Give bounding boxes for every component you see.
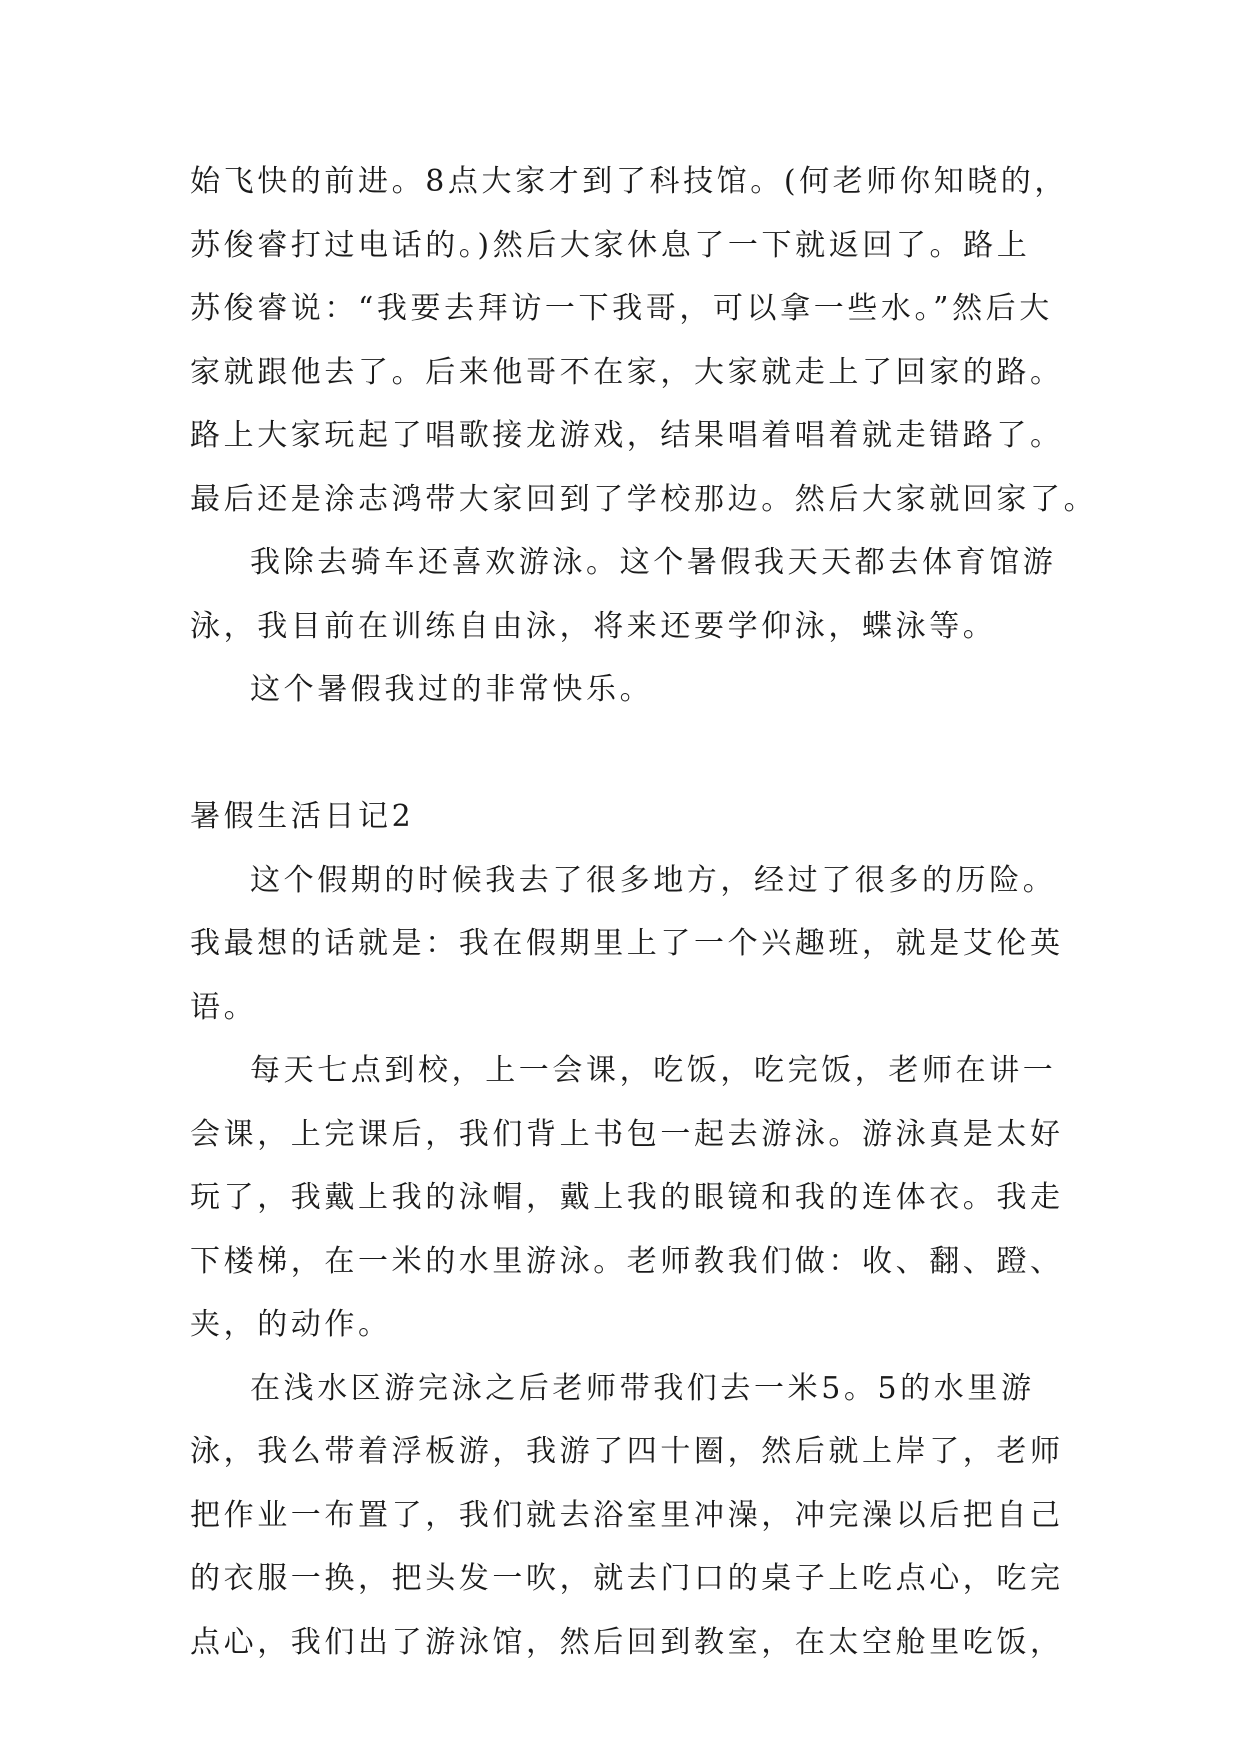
text-line: 把作业一布置了，我们就去浴室里冲澡，冲完澡以后把自己 [190,1497,1064,1533]
paragraph [190,658,1060,722]
text-line: 苏俊睿说：“我要去拜访一下我哥，可以拿一些水。”然后大 [190,291,1053,326]
text-line: 家就跟他去了。后来他哥不在家，大家就走上了回家的路。 [190,354,1064,390]
text-line: 这个假期的时候我去了很多地方，经过了很多的历险。 [250,862,1057,898]
text-line: 在浅水区游完泳之后老师带我们去一米5。5的水里游 [250,1370,1035,1406]
paragraph [190,1039,1064,1357]
text-line: 我最想的话就是：我在假期里上了一个兴趣班，就是艾伦英 [190,926,1064,961]
paragraph [190,849,1064,1040]
text-line: 这个暑假我过的非常快乐。 [250,672,654,707]
text-line: 语。 [190,989,258,1025]
text-line: 点心，我们出了游泳馆，然后回到教室，在太空舱里吃饭， [190,1624,1064,1660]
text-line: 泳，我么带着浮板游，我游了四十圈，然后就上岸了，老师 [190,1434,1064,1469]
text-line: 会课，上完课后，我们背上书包一起去游泳。游泳真是太好 [190,1116,1064,1152]
blank-line [190,722,1060,786]
paragraph [190,150,1098,531]
text-line: 苏俊睿打过电话的。)然后大家休息了一下就返回了。路上 [190,227,1031,263]
text-line: 最后还是涂志鸿带大家回到了学校那边。然后大家就回家了。 [190,481,1098,517]
text-line: 路上大家玩起了唱歌接龙游戏，结果唱着唱着就走错路了。 [190,418,1064,453]
document-body [190,150,1098,1674]
text-line: 我除去骑车还喜欢游泳。这个暑假我天天都去体育馆游 [250,545,1057,580]
text-line: 下楼梯，在一米的水里游泳。老师教我们做：收、翻、蹬、 [190,1243,1064,1279]
paragraph [190,531,1060,658]
text-line: 始飞快的前进。8点大家才到了科技馆。(何老师你知晓的， [190,164,1068,199]
text-line: 的衣服一换，把头发一吹，就去门口的桌子上吃点心，吃完 [190,1561,1064,1596]
paragraph [190,1357,1064,1675]
text-line: 泳，我目前在训练自由泳，将来还要学仰泳，蝶泳等。 [190,608,997,644]
text-line: 夹，的动作。 [190,1307,392,1342]
section-heading: 暑假生活日记2 [190,799,415,834]
text-line: 每天七点到校，上一会课，吃饭，吃完饭，老师在讲一 [250,1053,1057,1088]
text-line: 玩了，我戴上我的泳帽，戴上我的眼镜和我的连体衣。我走 [190,1180,1064,1215]
